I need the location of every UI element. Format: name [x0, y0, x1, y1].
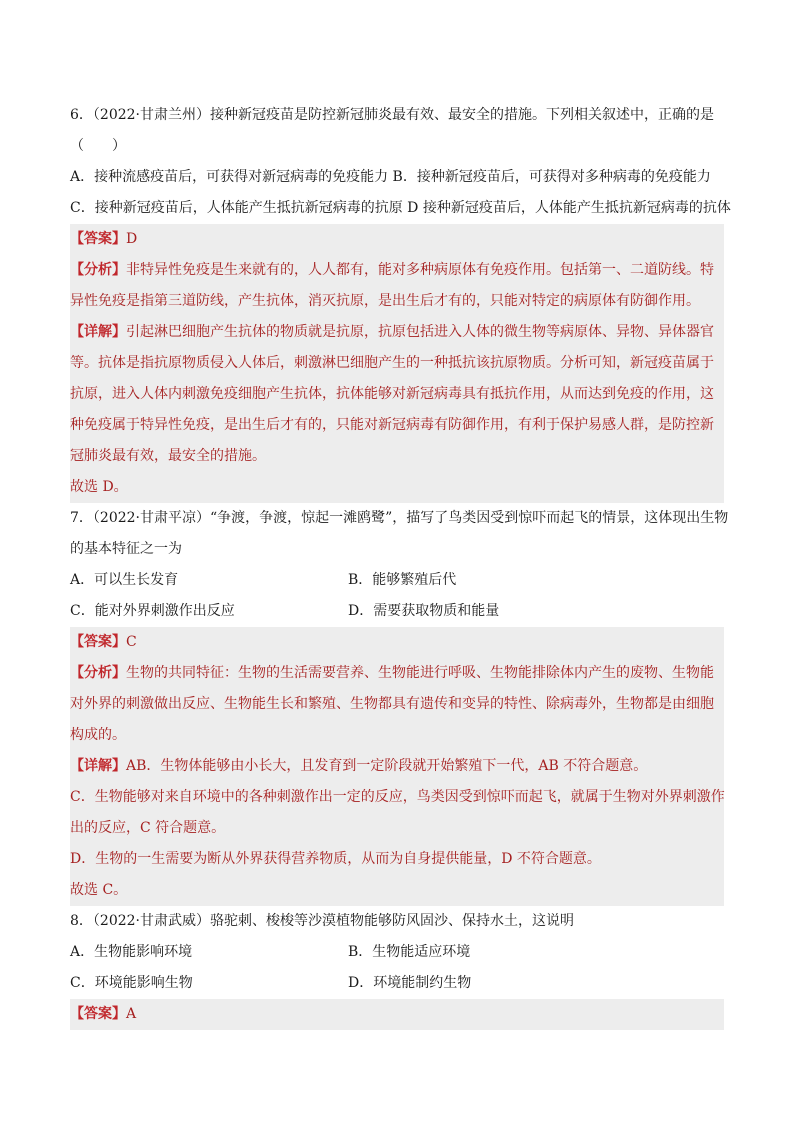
- answer-tag: 【答案】: [70, 634, 126, 650]
- q6-analysis-line2: 异性免疫是指第三道防线，产生抗体，消灭抗原，是出生后才有的，只能对特定的病原体有防御作用。: [70, 293, 700, 309]
- q7-detail-line1: [70, 751, 724, 782]
- q6-detail-line1: [70, 317, 724, 348]
- q7-stem-line2: 的基本特征之一为: [70, 541, 182, 557]
- detail-text: AB．生物体能够由小长大，且发育到一定阶段就开始繁殖下一代，AB 不符合题意。: [126, 758, 648, 774]
- answer-tag: 【答案】: [70, 231, 126, 247]
- analysis-text: 生物的共同特征：生物的生活需要营养、生物能进行呼吸、生物能排除体内产生的废物、生物能: [126, 665, 714, 681]
- answer-value: C: [126, 634, 137, 650]
- q7-options-row2: [70, 596, 724, 627]
- q8-option-b: B．生物能适应环境: [348, 944, 471, 960]
- q7-detail-line3: 出的反应，C 符合题意。: [70, 820, 226, 836]
- q8-answer: [70, 999, 724, 1030]
- q6-solution-block: [70, 224, 724, 503]
- q6-answer: [70, 224, 724, 255]
- q7-detail-line2: C．生物能够对来自环境中的各种刺激作出一定的反应，鸟类因受到惊吓而起飞，就属于生物对外界刺激作: [70, 789, 725, 805]
- answer-tag: 【答案】: [70, 1006, 126, 1022]
- q8-option-d: D．环境能制约生物: [348, 975, 472, 991]
- q6-stem-line2: （ ）: [70, 138, 126, 154]
- q7-analysis-line2: 对外界的刺激做出反应、生物能生长和繁殖、生物都具有遗传和变异的特性、除病毒外，生物都是由细胞: [70, 696, 714, 712]
- q6-stem-line1: 6．（2022·甘肃兰州）接种新冠疫苗是防控新冠肺炎最有效、最安全的措施。下列相关叙述中，正确的是: [70, 107, 714, 123]
- q7-options-row1: [70, 565, 724, 596]
- detail-text: 引起淋巴细胞产生抗体的物质就是抗原，抗原包括进入人体的微生物等病原体、异物、异体器官: [126, 324, 714, 340]
- q7-answer: [70, 627, 724, 658]
- q6-detail-line2: 等。抗体是指抗原物质侵入人体后，刺激淋巴细胞产生的一种抵抗该抗原物质。分析可知，新冠疫苗属于: [70, 355, 714, 371]
- question-7: [70, 503, 729, 906]
- answer-value: D: [126, 231, 138, 247]
- answer-value: A: [126, 1006, 137, 1022]
- q8-solution-block: [70, 999, 724, 1030]
- exam-page: [70, 100, 731, 1030]
- q6-detail-line5: 冠肺炎最有效，最安全的措施。: [70, 448, 266, 464]
- question-6: [70, 100, 731, 503]
- detail-tag: 【详解】: [70, 758, 126, 774]
- q6-options-line2: C．接种新冠疫苗后，人体能产生抵抗新冠病毒的抗原 D 接种新冠疫苗后，人体能产生抵抗新冠病毒的抗体: [70, 200, 731, 216]
- q8-option-c: C．环境能影响生物: [70, 975, 193, 991]
- analysis-text: 非特异性免疫是生来就有的，人人都有，能对多种病原体有免疫作用。包括第一、二道防线。特: [126, 262, 714, 278]
- q8-options-row1: [70, 937, 724, 968]
- q7-option-b: B．能够繁殖后代: [348, 572, 457, 588]
- q8-stem-line1: 8．（2022·甘肃武威）骆驼刺、梭梭等沙漠植物能够防风固沙、保持水土，这说明: [70, 913, 574, 929]
- q6-options-line1: A．接种流感疫苗后，可获得对新冠病毒的免疫能力 B．接种新冠疫苗后，可获得对多种病毒的免疫能力: [70, 169, 711, 185]
- q7-option-d: D．需要获取物质和能量: [348, 603, 500, 619]
- q6-analysis-line1: [70, 255, 724, 286]
- q7-stem-line1: 7．（2022·甘肃平凉）“争渡，争渡，惊起一滩鸥鹭”，描写了鸟类因受到惊吓而起飞的情景，这体现出生物: [70, 510, 729, 526]
- q7-option-a: A．可以生长发育: [70, 572, 179, 588]
- q7-option-c: C．能对外界刺激作出反应: [70, 603, 235, 619]
- q7-solution-block: [70, 627, 724, 906]
- question-8: [70, 906, 724, 1030]
- q6-detail-line4: 种免疫属于特异性免疫，是出生后才有的，只能对新冠病毒有防御作用，有利于保护易感人群，是防控新: [70, 417, 714, 433]
- detail-tag: 【详解】: [70, 324, 126, 340]
- analysis-tag: 【分析】: [70, 665, 126, 681]
- q7-analysis-line3: 构成的。: [70, 727, 126, 743]
- q6-detail-line3: 抗原，进入人体内刺激免疫细胞产生抗体，抗体能够对新冠病毒具有抵抗作用，从而达到免疫的作用，这: [70, 386, 714, 402]
- analysis-tag: 【分析】: [70, 262, 126, 278]
- q7-analysis-line1: [70, 658, 724, 689]
- q7-detail-line4: D．生物的一生需要为断从外界获得营养物质，从而为自身提供能量，D 不符合题意。: [70, 851, 601, 867]
- q7-conclusion: 故选 C。: [70, 882, 128, 898]
- q8-option-a: A．生物能影响环境: [70, 944, 193, 960]
- q6-conclusion: 故选 D。: [70, 479, 128, 495]
- q8-options-row2: [70, 968, 724, 999]
